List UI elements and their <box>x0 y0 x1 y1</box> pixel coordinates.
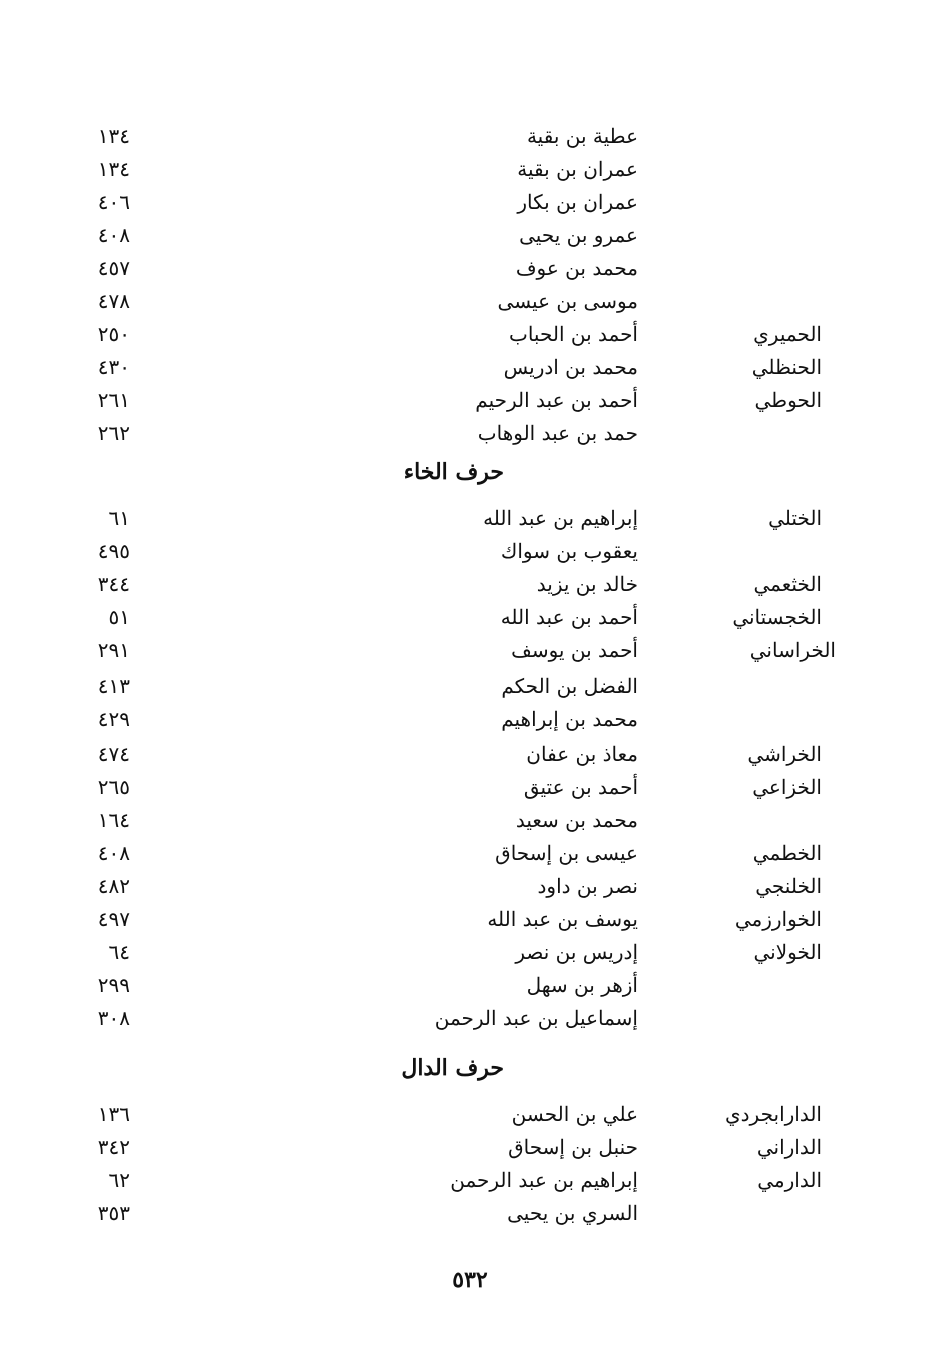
person-name: إبراهيم بن عبد الرحمن <box>450 1168 638 1192</box>
person-name: إدريس بن نصر <box>515 940 638 964</box>
index-row <box>0 186 940 219</box>
index-row <box>0 384 940 417</box>
index-row <box>0 502 940 535</box>
nisba-label: الدارمي <box>757 1168 822 1192</box>
nisba-label: الخجستاني <box>732 605 822 629</box>
page-reference: ١٣٤ <box>97 157 130 181</box>
person-name: يعقوب بن سواك <box>500 539 638 563</box>
index-row <box>0 417 940 450</box>
person-name: أحمد بن عبد الرحيم <box>475 388 638 412</box>
index-row <box>0 219 940 252</box>
nisba-label: الحنظلي <box>751 355 822 379</box>
section-title: حرف الخاء <box>403 459 504 485</box>
person-name: إسماعيل بن عبد الرحمن <box>434 1006 638 1030</box>
index-row <box>0 318 940 351</box>
nisba-label: الخطمي <box>752 841 822 865</box>
person-name: أحمد بن عبد الله <box>500 605 638 629</box>
person-name: عمرو بن يحيى <box>519 223 638 247</box>
page-reference: ٢٩٩ <box>97 973 130 997</box>
person-name: الفضل بن الحكم <box>501 674 638 698</box>
page-reference: ٢٩١ <box>97 638 130 662</box>
index-row <box>0 870 940 903</box>
person-name: أحمد بن عتيق <box>523 775 638 799</box>
person-name: يوسف بن عبد الله <box>487 907 638 931</box>
page-reference: ٤٥٧ <box>97 256 130 280</box>
index-row <box>0 535 940 568</box>
person-name: عمران بن بكار <box>517 190 638 214</box>
person-name: أزهر بن سهل <box>526 973 638 997</box>
page-reference: ٤٢٩ <box>97 707 130 731</box>
person-name: موسى بن عيسى <box>497 289 638 313</box>
person-name: حنبل بن إسحاق <box>508 1135 638 1159</box>
nisba-label: الخوارزمي <box>734 907 822 931</box>
page-reference: ٣٤٤ <box>97 572 130 596</box>
page-reference: ١٣٦ <box>97 1102 130 1126</box>
index-row <box>0 1164 940 1197</box>
index-row <box>0 738 940 771</box>
page-reference: ٣٠٨ <box>97 1006 130 1030</box>
index-row <box>0 568 940 601</box>
page-reference: ٤٧٤ <box>97 742 130 766</box>
index-row <box>0 153 940 186</box>
page-reference: ٤٨٢ <box>97 874 130 898</box>
page-reference: ٦٢ <box>108 1168 130 1192</box>
index-row <box>0 285 940 318</box>
page-number: ٥٣٢ <box>452 1267 488 1293</box>
index-row <box>0 120 940 153</box>
page-reference: ١٣٤ <box>97 124 130 148</box>
person-name: علي بن الحسن <box>511 1102 638 1126</box>
person-name: محمد بن إبراهيم <box>501 707 638 731</box>
person-name: أحمد بن الحباب <box>508 322 638 346</box>
page-reference: ٤٩٧ <box>97 907 130 931</box>
page-reference: ٤٧٨ <box>97 289 130 313</box>
page-reference: ١٦٤ <box>97 808 130 832</box>
page-reference: ٣٥٣ <box>97 1201 130 1225</box>
nisba-label: الخراشي <box>747 742 822 766</box>
index-row <box>0 936 940 969</box>
section-heading-dal <box>0 1048 940 1088</box>
index-row <box>0 601 940 634</box>
index-row <box>0 634 940 667</box>
index-row <box>0 771 940 804</box>
index-row <box>0 837 940 870</box>
index-row <box>0 703 940 736</box>
person-name: عمران بن بقية <box>517 157 638 181</box>
index-row <box>0 804 940 837</box>
page-reference: ٢٦٥ <box>97 775 130 799</box>
person-name: خالد بن يزيد <box>536 572 638 596</box>
page-reference: ٢٦١ <box>97 388 130 412</box>
index-row <box>0 1002 940 1035</box>
page-reference: ٦٤ <box>108 940 130 964</box>
section-heading-kha <box>0 452 940 492</box>
person-name: معاذ بن عفان <box>526 742 638 766</box>
page-reference: ٥١ <box>108 605 130 629</box>
page-reference: ٤٠٨ <box>97 841 130 865</box>
person-name: نصر بن داود <box>537 874 638 898</box>
page-reference: ٤١٣ <box>97 674 130 698</box>
nisba-label: الداراني <box>756 1135 822 1159</box>
person-name: عيسى بن إسحاق <box>495 841 638 865</box>
nisba-label: الخولاني <box>753 940 822 964</box>
person-name: محمد بن ادريس <box>503 355 638 379</box>
index-row <box>0 670 940 703</box>
page-reference: ٤٠٦ <box>97 190 130 214</box>
nisba-label: الخزاعي <box>752 775 822 799</box>
page-reference: ٢٥٠ <box>97 322 130 346</box>
index-row <box>0 1131 940 1164</box>
nisba-label: الخراساني <box>749 638 836 662</box>
index-row <box>0 969 940 1002</box>
person-name: محمد بن سعيد <box>515 808 638 832</box>
nisba-label: الخثعمي <box>753 572 822 596</box>
nisba-label: الحوطي <box>754 388 822 412</box>
nisba-label: الخلنجي <box>755 874 822 898</box>
index-row <box>0 1098 940 1131</box>
person-name: حمد بن عبد الوهاب <box>477 421 638 445</box>
nisba-label: الدارابجردي <box>725 1102 822 1126</box>
index-row <box>0 351 940 384</box>
person-name: السري بن يحيى <box>507 1201 638 1225</box>
page-reference: ٤٠٨ <box>97 223 130 247</box>
page-reference: ٣٤٢ <box>97 1135 130 1159</box>
nisba-label: الختلي <box>768 506 822 530</box>
person-name: أحمد بن يوسف <box>511 638 638 662</box>
person-name: محمد بن عوف <box>515 256 638 280</box>
person-name: عطية بن بقية <box>526 124 638 148</box>
index-row <box>0 1197 940 1230</box>
index-row <box>0 903 940 936</box>
section-title: حرف الدال <box>401 1055 504 1081</box>
index-row <box>0 252 940 285</box>
page-reference: ٢٦٢ <box>97 421 130 445</box>
page-reference: ٦١ <box>108 506 130 530</box>
nisba-label: الحميري <box>753 322 822 346</box>
page-reference: ٤٩٥ <box>97 539 130 563</box>
page-reference: ٤٣٠ <box>97 355 130 379</box>
person-name: إبراهيم بن عبد الله <box>483 506 638 530</box>
